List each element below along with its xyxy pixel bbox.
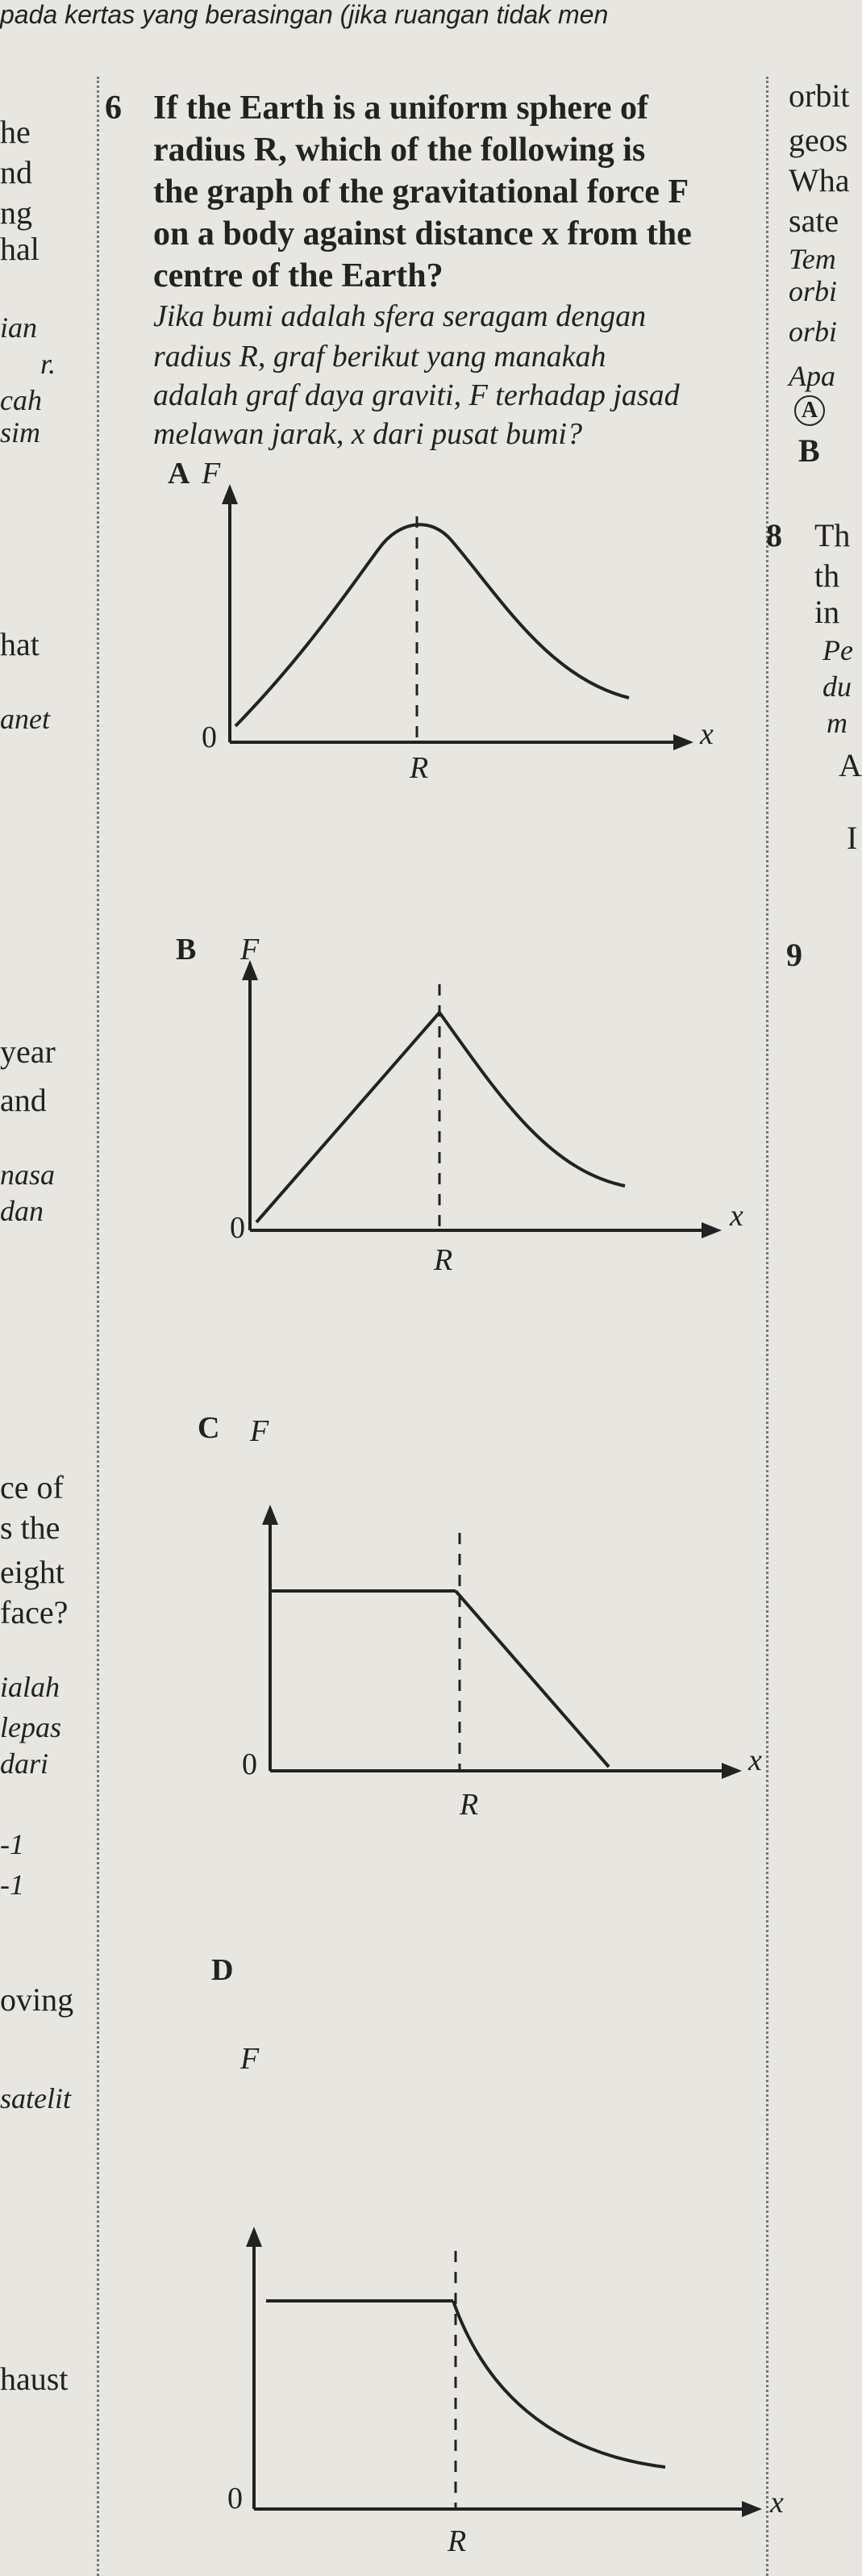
option-b-axes (242, 960, 722, 1238)
left-margin-text: year (0, 1033, 56, 1070)
option-a-curve (235, 524, 629, 726)
right-margin-text: Wha (789, 162, 850, 198)
left-margin-text: s the (0, 1509, 60, 1546)
option-c-y-axis-label: F (250, 1414, 269, 1448)
left-margin-text: r. (40, 348, 56, 380)
option-a-origin-label: 0 (202, 720, 217, 754)
circled-option-a: A (794, 395, 825, 426)
question-8-number: 8 (766, 517, 782, 553)
left-margin-text: -1 (0, 1828, 24, 1860)
question-9-number: 9 (786, 937, 802, 973)
option-d-axes (246, 2227, 762, 2517)
option-d-decay-curve (453, 2301, 665, 2467)
option-a-axes (222, 484, 693, 750)
option-d-y-axis-label: F (240, 2042, 260, 2076)
left-margin-text: satelit (0, 2082, 71, 2115)
left-margin-text: ce of (0, 1469, 64, 1505)
left-margin-text: sim (0, 416, 41, 449)
option-c-x-axis-label: x (748, 1743, 762, 1777)
option-d-label: D (211, 1953, 234, 1987)
right-margin-text: geos (789, 122, 848, 158)
left-margin-text: cah (0, 384, 42, 416)
right-margin-text: I (847, 820, 858, 856)
right-margin-text: orbi (789, 315, 838, 348)
question-text-line: radius R, which of the following is (153, 132, 646, 169)
question-malay-line: melawan jarak, x dari pusat bumi? (153, 417, 582, 451)
option-b-decay-curve (439, 1012, 625, 1186)
option-c-falling-line (456, 1591, 609, 1767)
option-a-y-axis-label: F (202, 457, 221, 491)
option-c-origin-label: 0 (242, 1747, 257, 1781)
right-margin-text: th (814, 557, 840, 594)
question-text-line: the graph of the gravitational force F (153, 173, 689, 211)
right-margin-text: Th (814, 517, 851, 553)
left-margin-text: he (0, 114, 31, 150)
right-margin-text: orbi (789, 275, 838, 307)
option-d-origin-label: 0 (227, 2482, 243, 2515)
right-margin-text: Tem (789, 243, 836, 275)
question-malay-line: radius R, graf berikut yang manakah (153, 340, 606, 374)
left-margin-text: face? (0, 1594, 69, 1630)
question-malay-line: adalah graf daya graviti, F terhadap jasad (153, 378, 680, 412)
option-b-x-axis-label: x (730, 1199, 743, 1233)
option-a-x-axis-label: x (700, 717, 714, 751)
left-margin-text: haust (0, 2361, 69, 2397)
right-margin-text: in (814, 594, 840, 630)
question-text-line: centre of the Earth? (153, 257, 443, 294)
option-d-r-label: R (448, 2524, 467, 2558)
header-text: pada kertas yang berasingan (jika ruangan tidak men (0, 0, 609, 29)
question-number: 6 (105, 90, 122, 127)
option-c-r-label: R (460, 1788, 479, 1822)
left-margin-text: nd (0, 154, 32, 190)
right-margin-text: orbit (789, 77, 850, 114)
left-margin-text: nasa (0, 1159, 56, 1191)
right-margin-text: Pe (822, 634, 853, 666)
option-b-y-axis-label: F (240, 933, 260, 967)
question-text-line: If the Earth is a uniform sphere of (153, 90, 649, 127)
left-margin-text: oving (0, 1981, 74, 2018)
question-malay-line: Jika bumi adalah sfera seragam dengan (153, 299, 647, 333)
option-c-label: C (198, 1411, 220, 1445)
right-margin-text: sate (789, 202, 839, 239)
option-a-label: A (168, 457, 190, 491)
right-margin-text: B (798, 432, 820, 469)
left-margin-text: eight (0, 1554, 65, 1590)
left-margin-text: dan (0, 1195, 44, 1227)
option-b-r-label: R (434, 1243, 453, 1277)
left-margin-text: hat (0, 626, 40, 662)
left-margin-text: lepas (0, 1711, 61, 1743)
question-text-line: on a body against distance x from the (153, 215, 692, 253)
right-margin-text: Apa (789, 360, 835, 392)
left-margin-text: and (0, 1082, 47, 1118)
left-margin-text: ialah (0, 1671, 60, 1703)
option-b-rise-line (256, 1012, 439, 1222)
option-a-r-label: R (410, 751, 429, 785)
right-margin-text: m (827, 707, 847, 739)
left-margin-text: -1 (0, 1868, 24, 1901)
left-margin-text: ng (0, 194, 32, 231)
left-margin-text: ian (0, 311, 38, 344)
option-b-label: B (176, 933, 197, 967)
left-margin-text: hal (0, 231, 40, 267)
left-margin-text: dari (0, 1747, 49, 1780)
option-d-x-axis-label: x (770, 2486, 784, 2520)
right-margin-text: du (822, 670, 852, 703)
option-b-origin-label: 0 (230, 1211, 245, 1245)
left-margin-text: anet (0, 703, 50, 735)
right-margin-text: A (839, 747, 862, 783)
